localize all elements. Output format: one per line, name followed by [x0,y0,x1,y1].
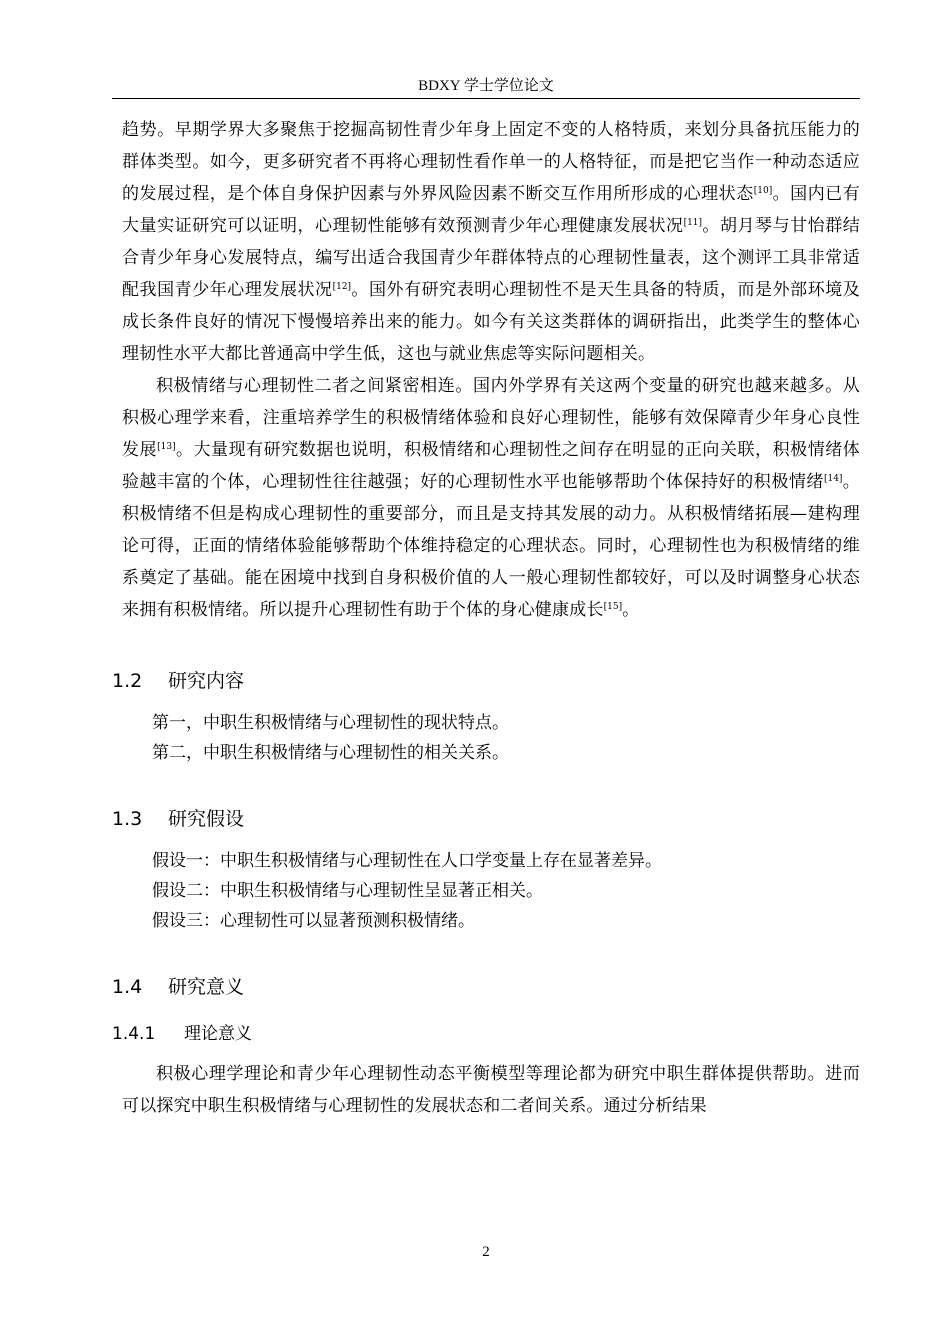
paragraph-emotion-resilience-link: 积极情绪与心理韧性二者之间紧密相连。国内外学界有关这两个变量的研究也越来越多。从积极心理学来看，注重培养学生的积极情绪体验和良好心理韧性，能够有效保障青少年身心良性发展[13]。大量现有研究数据也说明，积极情绪和心理韧性之间存在明显的正向关联，积极情绪体验越丰富的个体，心理韧性往往越强；好的心理韧性水平也能够帮助个体保持好的积极情绪[14]。积极情绪不但是构成心理韧性的重要部分，而且是支持其发展的动力。从积极情绪拓展—建构理论可得，正面的情绪体验能够帮助个体维持稳定的心理状态。同时，心理韧性也为积极情绪的维系奠定了基础。能在困境中找到自身积极价值的人一般心理韧性都较好，可以及时调整身心状态来拥有积极情绪。所以提升心理韧性有助于个体的身心健康成长[15]。 [122,376,861,620]
paragraph-theoretical-significance: 积极心理学理论和青少年心理韧性动态平衡模型等理论都为研究中职生群体提供帮助。进而可以探究中职生积极情绪与心理韧性的发展状态和二者间关系。通过分析结果 [122,1064,860,1116]
header-rule [112,98,860,99]
research-content-list [122,708,860,768]
citation-14: [14] [823,474,843,484]
list-item: 第二，中职生积极情绪与心理韧性的相关关系。 [152,743,509,763]
paragraph-resilience-trend: 趋势。早期学界大多聚焦于挖掘高韧性青少年身上固定不变的人格特质，来划分具备抗压能力的群体类型。如今，更多研究者不再将心理韧性看作单一的人格特征，而是把它当作一种动态适应的发展过程，是个体自身保护因素与外界风险因素不断交互作用所形成的心理状态[10]。国内已有大量实证研究可以证明，心理韧性能够有效预测青少年心理健康发展状况[11]。胡月琴与甘怡群结合青少年身心发展特点，编写出适合我国青少年群体特点的心理韧性量表，这个测评工具非常适配我国青少年心理发展状况[12]。国外有研究表明心理韧性不是天生具备的特质，而是外部环境及成长条件良好的情况下慢慢培养出来的能力。如今有关这类群体的调研指出，此类学生的整体心理韧性水平大都比普通高中学生低，这也与就业焦虑等实际问题相关。 [122,120,860,364]
citation-15: [15] [603,602,623,612]
section-heading-1-3: 1.3 研究假设 [112,808,245,830]
page-number: 2 [482,1244,490,1260]
citation-11: [11] [683,218,703,228]
section-heading-1-2: 1.2 研究内容 [112,670,245,692]
citation-13: [13] [157,442,176,452]
list-item: 假设三：心理韧性可以显著预测积极情绪。 [152,911,475,931]
list-item: 假设一：中职生积极情绪与心理韧性在人口学变量上存在显著差异。 [152,851,662,871]
citation-10: [10] [753,186,773,196]
page-body [112,114,861,1122]
subsection-heading-1-4-1: 1.4.1 理论意义 [112,1024,252,1044]
list-item: 第一，中职生积极情绪与心理韧性的现状特点。 [152,713,509,733]
list-item: 假设二：中职生积极情绪与心理韧性呈显著正相关。 [152,881,543,901]
section-heading-1-4: 1.4 研究意义 [112,976,245,998]
hypotheses-list [122,846,860,936]
running-header: BDXY 学士学位论文 [418,78,554,94]
citation-12: [12] [332,282,352,292]
